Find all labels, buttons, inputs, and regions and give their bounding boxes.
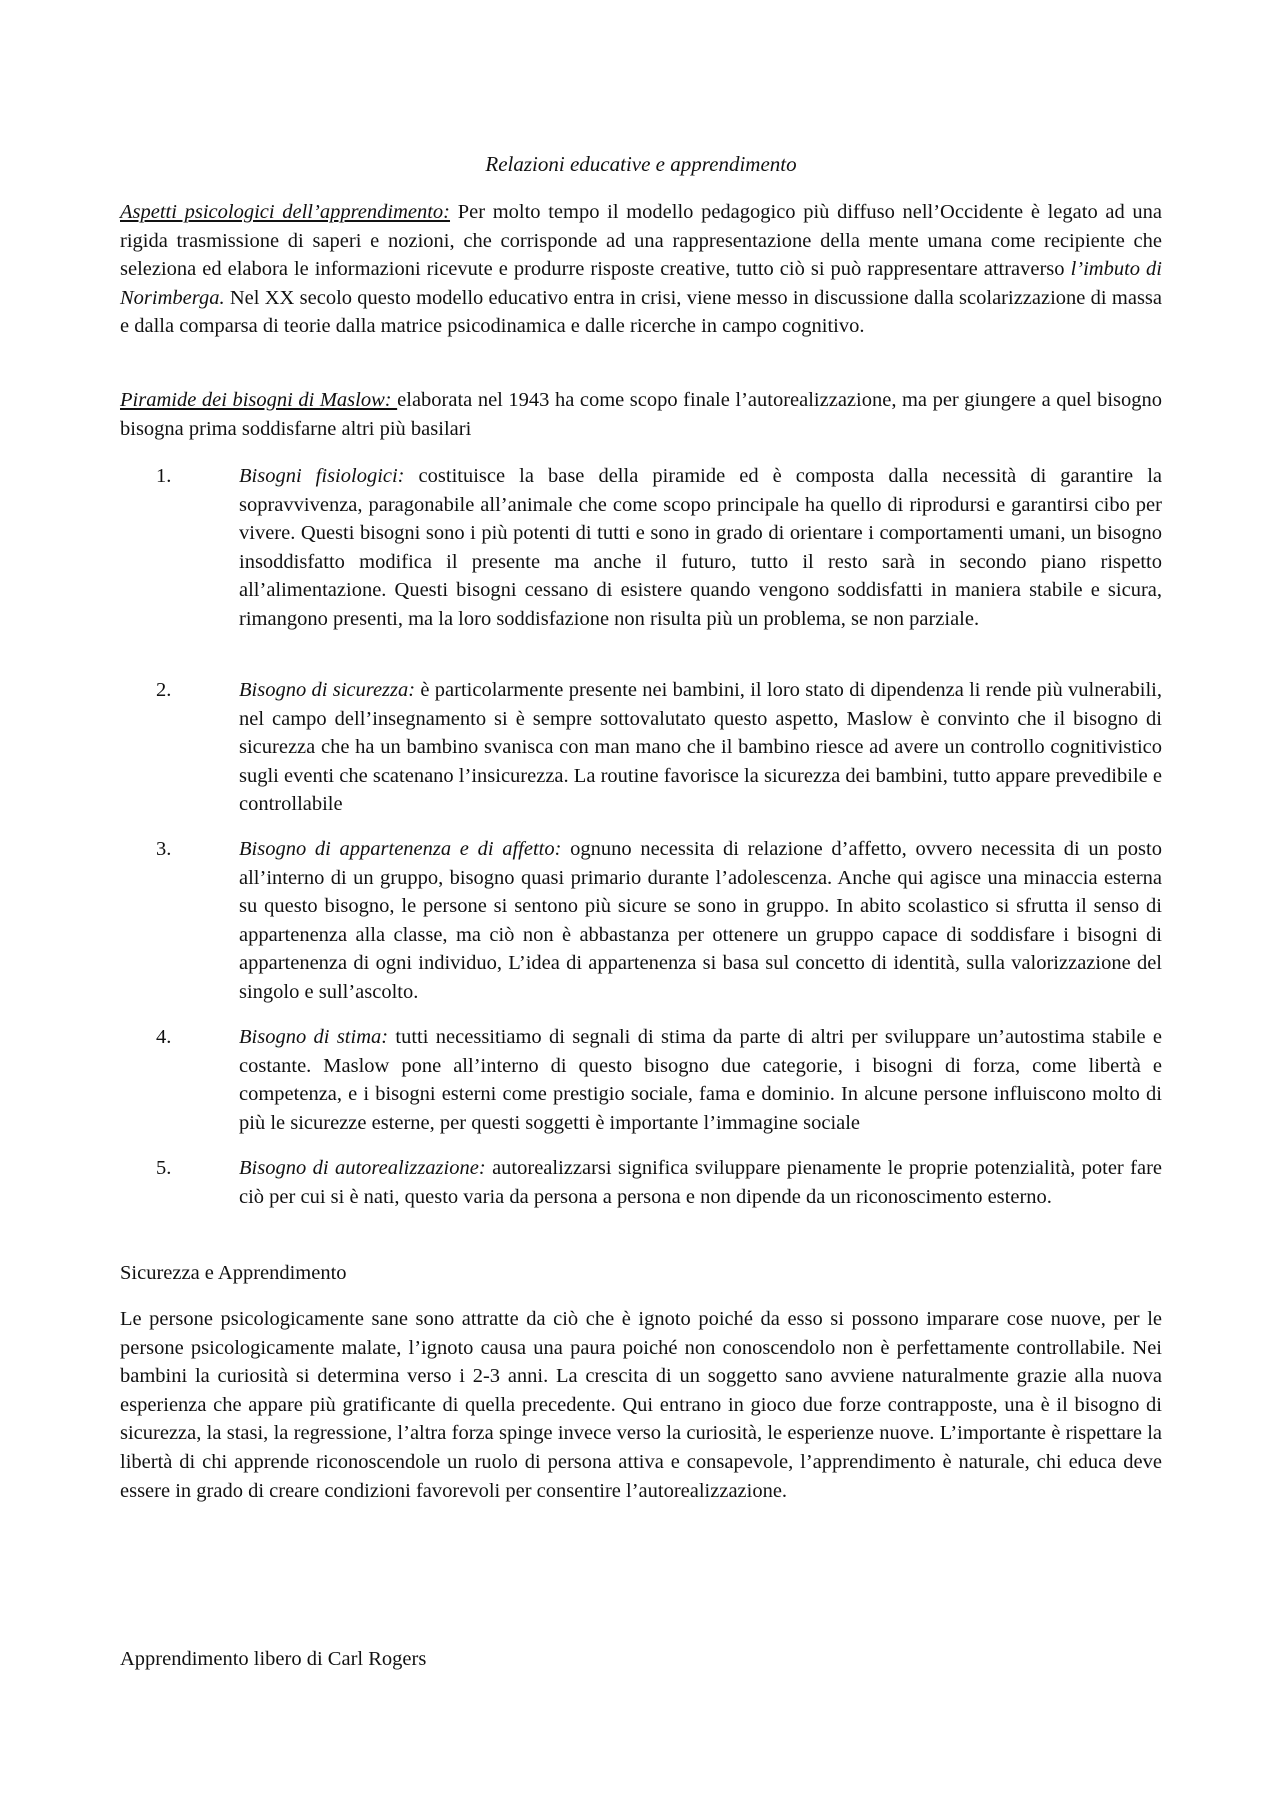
- list-number: 2.: [156, 679, 172, 701]
- list-term: Bisogno di appartenenza e di affetto:: [239, 838, 562, 860]
- intro-emphasis: l’imbuto di Norimberga.: [120, 258, 1162, 309]
- list-body: [239, 676, 1162, 819]
- intro-text-a: Per molto tempo il modello pedagogico più diffuso nell’Occidente è legato ad una rigida trasmissione di saperi e nozioni, che corrisponde ad una rappresentazione della mente umana come recipiente che seleziona ed elabora le informazioni ricevute e produrre risposte creative, tutto ciò si può rappresentare attraverso: [120, 201, 1162, 281]
- maslow-paragraph: [120, 386, 1162, 443]
- list-body: [239, 1154, 1162, 1211]
- section-heading-security: Sicurezza e Apprendimento: [120, 1262, 347, 1284]
- list-text: è particolarmente presente nei bambini, il loro stato di dipendenza li rende più vulnerabili, nel campo dell’insegnamento si è sempre sottovalutato questo aspetto, Maslow è convinto che il bisogno di sicurezza che ha un bambino svanisca con man mano che il bambino riesce ad avere un controllo cognitivistico sugli eventi che scatenano l’insicurezza. La routine favorisce la sicurezza dei bambini, tutto appare prevedibile e controllabile: [239, 679, 1162, 816]
- list-body: [239, 835, 1162, 1007]
- list-term: Bisogni fisiologici:: [239, 465, 405, 487]
- list-text: costituisce la base della piramide ed è composta dalla necessità di garantire la sopravvivenza, paragonabile all’animale che come scopo principale ha quello di riprodursi e garantirsi cibo per vivere. Questi bisogni sono i più potenti di tutti e sono in grado di orientare i comportamenti umani, un bisogno insoddisfatto modifica il presente ma anche il futuro, tutto il resto sarà in secondo piano rispetto all’alimentazione. Questi bisogni cessano di esistere quando vengono soddisfatti in maniera stabile e sicura, rimangono presenti, ma la loro soddisfazione non risulta più un problema, se non parziale.: [239, 465, 1162, 630]
- intro-lead: Aspetti psicologici dell’apprendimento:: [120, 201, 451, 223]
- list-body: [239, 1023, 1162, 1137]
- maslow-text: elaborata nel 1943 ha come scopo finale l’autorealizzazione, ma per giungere a quel bisogno bisogna prima soddisfarne altri più basilari: [120, 389, 1162, 440]
- maslow-lead: Piramide dei bisogni di Maslow:: [120, 389, 398, 411]
- list-number: 5.: [156, 1157, 172, 1179]
- list-number: 4.: [156, 1026, 172, 1048]
- list-term: Bisogno di stima:: [239, 1026, 389, 1048]
- intro-paragraph: [120, 198, 1162, 341]
- security-paragraph: Le persone psicologicamente sane sono attratte da ciò che è ignoto poiché da esso si possono imparare cose nuove, per le persone psicologicamente malate, l’ignoto causa una paura poiché non conoscendolo non è perfettamente controllabile. Nei bambini la curiosità si determina verso i 2-3 anni. La crescita di un soggetto sano avviene naturalmente grazie alla nuova esperienza che appare più gratificante di quella precedente. Qui entrano in gioco due forze contrapposte, una è il bisogno di sicurezza, la stasi, la regressione, l’altra forza spinge invece verso la curiosità, le esperienze nuove. L’importante è rispettare la libertà di chi apprende riconoscendole un ruolo di persona attiva e consapevole, l’apprendimento è naturale, chi educa deve essere in grado di creare condizioni favorevoli per consentire l’autorealizzazione.: [120, 1308, 1162, 1502]
- list-number: 3.: [156, 838, 172, 860]
- list-text: tutti necessitiamo di segnali di stima da parte di altri per sviluppare un’autostima stabile e costante. Maslow pone all’interno di questo bisogno due categorie, i bisogni di forza, come libertà e competenza, e i bisogni esterni come prestigio sociale, fama e dominio. In alcune persone influiscono molto di più le sicurezze esterne, per questi soggetti è importante l’immagine sociale: [239, 1026, 1162, 1134]
- list-term: Bisogno di autorealizzazione:: [239, 1157, 486, 1179]
- list-text: autorealizzarsi significa sviluppare pienamente le proprie potenzialità, poter fare ciò per cui si è nati, questo varia da persona a persona e non dipende da un riconoscimento esterno.: [239, 1157, 1162, 1208]
- document-title: Relazioni educative e apprendimento: [485, 152, 797, 176]
- list-body: [239, 462, 1162, 634]
- section-heading-rogers: Apprendimento libero di Carl Rogers: [120, 1648, 427, 1670]
- list-term: Bisogno di sicurezza:: [239, 679, 416, 701]
- intro-text-b: Nel XX secolo questo modello educativo entra in crisi, viene messo in discussione dalla scolarizzazione di massa e dalla comparsa di teorie dalla matrice psicodinamica e dalle ricerche in campo cognitivo.: [120, 286, 1162, 338]
- list-number: 1.: [156, 465, 172, 487]
- list-text: ognuno necessita di relazione d’affetto, ovvero necessita di un posto all’interno di un gruppo, bisogno quasi primario durante l’adolescenza. Anche qui agisce una minaccia esterna su questo bisogno, le persone si sentono più sicure se sono in gruppo. In abito scolastico si sfrutta il senso di appartenenza alla classe, ma ciò non è abbastanza per ottenere un gruppo capace di soddisfare i bisogni di appartenenza di ogni individuo, L’idea di appartenenza si basa sul concetto di identità, sulla valorizzazione del singolo e sull’ascolto.: [239, 838, 1162, 1003]
